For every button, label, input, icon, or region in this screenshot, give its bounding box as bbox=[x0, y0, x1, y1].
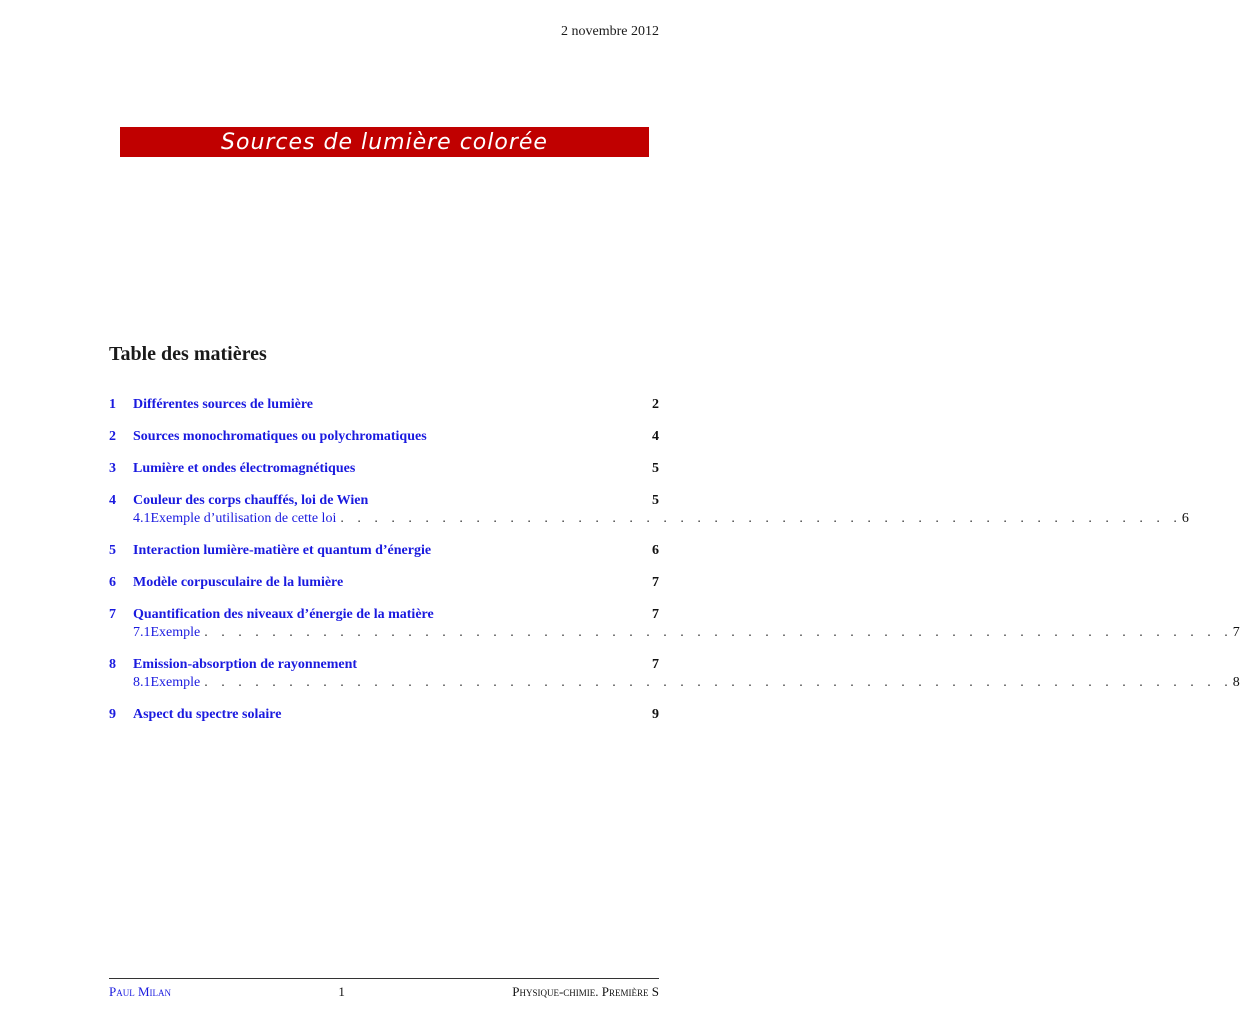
toc-subentry-label[interactable]: Exemple bbox=[150, 675, 201, 690]
toc-entry-6[interactable] bbox=[109, 575, 659, 595]
title-banner bbox=[120, 127, 649, 157]
toc-subentry-number: 4.1 bbox=[133, 511, 151, 526]
toc-entry-5[interactable] bbox=[109, 543, 659, 563]
toc-entry-number: 7 bbox=[109, 607, 116, 622]
toc-entry-number: 2 bbox=[109, 429, 116, 444]
toc-entry-number: 3 bbox=[109, 461, 116, 476]
document-date: 2 novembre 2012 bbox=[561, 24, 659, 39]
toc-entry-label[interactable]: Différentes sources de lumière bbox=[133, 397, 314, 412]
toc-entry-label[interactable]: Sources monochromatiques ou polychromatiques bbox=[133, 429, 427, 444]
toc-entry-label[interactable]: Emission-absorption de rayonnement bbox=[133, 657, 358, 672]
footer-author: Paul Milan bbox=[109, 984, 172, 999]
toc-entry-7[interactable] bbox=[109, 607, 659, 627]
toc-entry-1[interactable] bbox=[109, 397, 659, 417]
toc-entry-page: 2 bbox=[652, 397, 659, 412]
toc-entry-label[interactable]: Modèle corpusculaire de la lumière bbox=[133, 575, 344, 590]
toc-entry-page: 7 bbox=[652, 657, 659, 672]
toc-entry-number: 5 bbox=[109, 543, 116, 558]
toc-entry-page: 6 bbox=[652, 543, 659, 558]
toc-subentry-number: 7.1 bbox=[133, 625, 151, 640]
toc-entry-page: 4 bbox=[652, 429, 659, 444]
toc-entry-page: 5 bbox=[652, 493, 659, 508]
toc-dot-leader: . . . . . . . . . . . . . . . . . . . . . . . . . . . . . . . . . . . . . . . . . . . . . . . . . . . . . . . . . . . . . bbox=[204, 625, 1233, 640]
toc-entry-label[interactable]: Interaction lumière-matière et quantum d’énergie bbox=[133, 543, 432, 558]
toc-entry-label[interactable]: Lumière et ondes électromagnétiques bbox=[133, 461, 356, 476]
toc-subentry-8-1[interactable] bbox=[109, 675, 1240, 693]
toc-subentry-4-1[interactable] bbox=[109, 511, 1189, 529]
toc-subentry-7-1[interactable] bbox=[109, 625, 1240, 643]
footer-page-number: 1 bbox=[338, 984, 345, 999]
toc-dot-leader: . . . . . . . . . . . . . . . . . . . . . . . . . . . . . . . . . . . . . . . . . . . . . . . . . . bbox=[340, 511, 1182, 526]
toc-entry-label[interactable]: Quantification des niveaux d’énergie de la matière bbox=[133, 607, 434, 622]
toc-entry-4[interactable] bbox=[109, 493, 659, 513]
toc-entry-label[interactable]: Couleur des corps chauffés, loi de Wien bbox=[133, 493, 369, 508]
toc-entry-number: 4 bbox=[109, 493, 116, 508]
toc-entry-label[interactable]: Aspect du spectre solaire bbox=[133, 707, 282, 722]
toc-entry-9[interactable] bbox=[109, 707, 659, 727]
toc-subentry-page: 6 bbox=[1181, 511, 1189, 526]
toc-subentry-label[interactable]: Exemple d’utilisation de cette loi bbox=[150, 511, 337, 526]
toc-entry-2[interactable] bbox=[109, 429, 659, 449]
toc-entry-number: 8 bbox=[109, 657, 116, 672]
document-title: Sources de lumière colorée bbox=[221, 129, 548, 155]
toc-entry-page: 9 bbox=[652, 707, 659, 722]
toc-entry-page: 7 bbox=[652, 575, 659, 590]
toc-subentry-number: 8.1 bbox=[133, 675, 151, 690]
footer-course: Physique-chimie. Première S bbox=[512, 984, 659, 999]
toc-entry-3[interactable] bbox=[109, 461, 659, 481]
toc-entry-number: 6 bbox=[109, 575, 116, 590]
toc-entry-page: 7 bbox=[652, 607, 659, 622]
toc-subentry-label[interactable]: Exemple bbox=[150, 625, 201, 640]
toc-entry-8[interactable] bbox=[109, 657, 659, 677]
toc-entry-number: 1 bbox=[109, 397, 116, 412]
toc-entry-page: 5 bbox=[652, 461, 659, 476]
toc-subentry-page: 8 bbox=[1232, 675, 1240, 690]
toc-dot-leader: . . . . . . . . . . . . . . . . . . . . . . . . . . . . . . . . . . . . . . . . . . . . . . . . . . . . . . . . . . . . . bbox=[204, 675, 1233, 690]
toc-subentry-page: 7 bbox=[1232, 625, 1240, 640]
footer-divider bbox=[109, 978, 659, 979]
page-footer bbox=[109, 984, 659, 1000]
toc-entry-number: 9 bbox=[109, 707, 116, 722]
toc-heading: Table des matières bbox=[109, 343, 267, 365]
